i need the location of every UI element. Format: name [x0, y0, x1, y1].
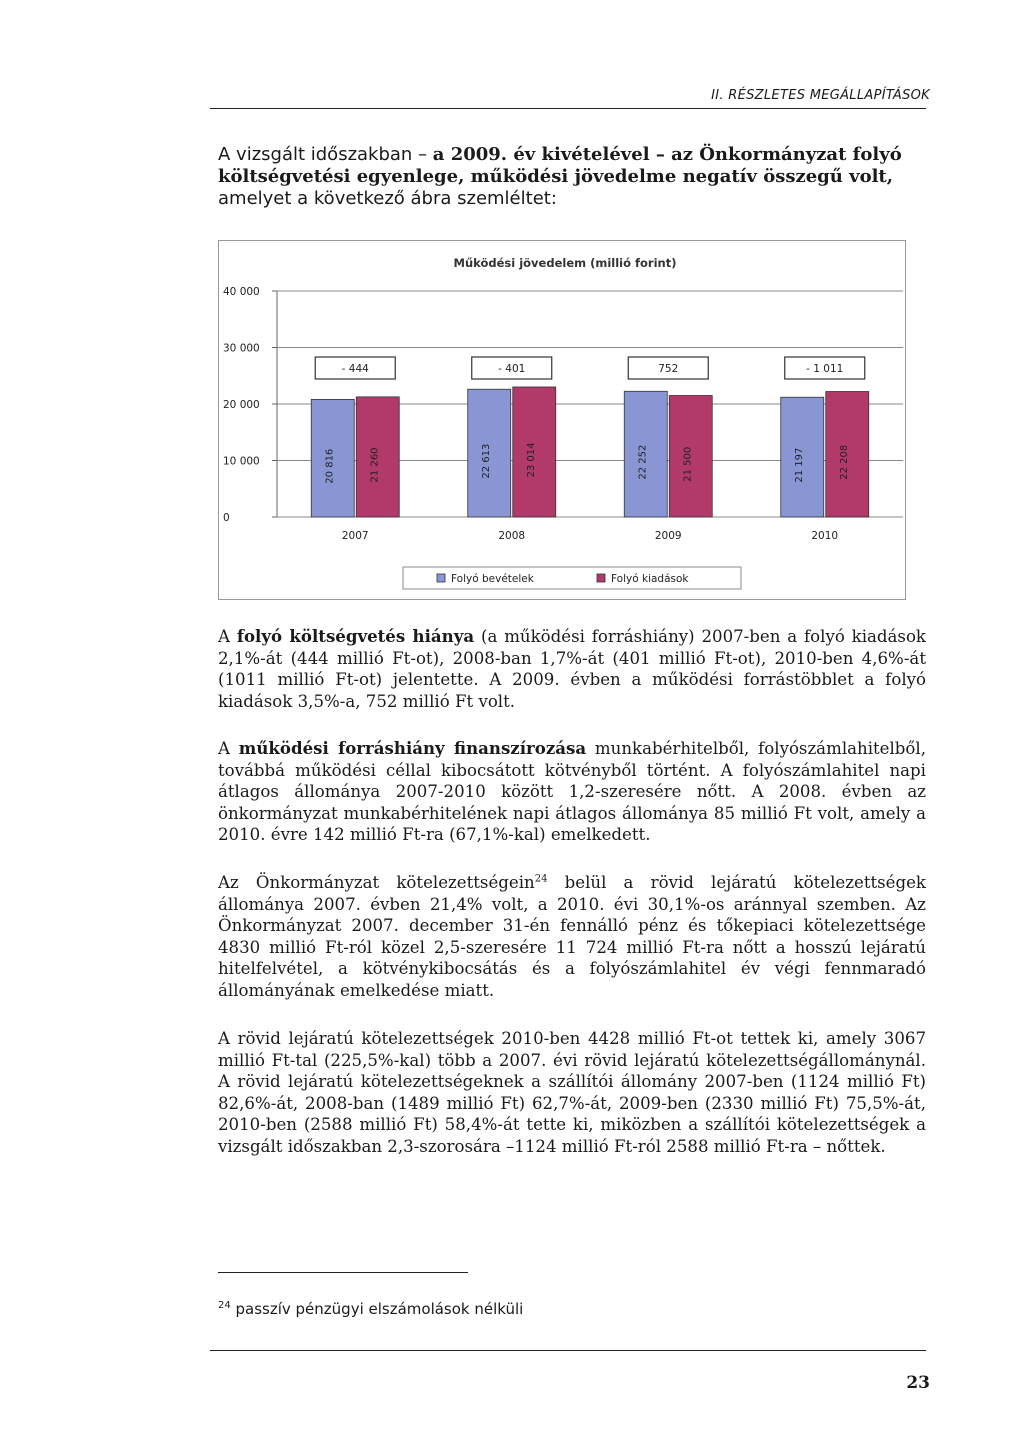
data-label: 21 500 [682, 446, 694, 482]
data-label: 21 197 [794, 447, 806, 483]
footer-rule [210, 1350, 926, 1351]
p2-lead: A [218, 739, 239, 758]
p2-bold: működési forráshiány finanszírozása [238, 738, 587, 758]
bar-chart [219, 241, 905, 599]
legend-label: Folyó bevételek [451, 573, 534, 585]
chart-title: Működési jövedelem (millió forint) [453, 256, 677, 270]
p2-text: munkabérhitelből, folyószámlahitelből, továbbá működési céllal kibocsátott kötvényből történt. A folyószámlahitel napi átlagos állománya 2007-2010 között 1,2-szeresére nőtt. A 2008. évben az önkormányzat munkabérhitelének napi átlagos állománya 85 millió Ft volt, amely a 2010. évre 142 millió Ft-ra (67,1%-kal) emelkedett. [218, 739, 926, 844]
footnote [218, 1300, 523, 1318]
paragraph-short-term [218, 1028, 926, 1157]
paragraph-deficit [218, 626, 926, 712]
y-tick-label: 40 000 [223, 286, 260, 298]
p3-text-b: belül a rövid lejáratú kötelezettségek állománya 2007. évben 21,4% volt, a 2010. évi 30,1%-os aránnyal szemben. Az Önkormányzat 2007. december 31-én fennálló pénz és tőkepiaci kötelezettsége 4830 millió Ft-ról közel 2,5-szeresére 11 724 millió Ft-ra nőtt a hosszú lejáratú hitelfelvétel, a kötvénykibocsátás és a folyószámlahitel év végi fennmaradó állományának emelkedése miatt. [218, 873, 926, 1000]
balance-label: - 444 [341, 363, 369, 375]
footnote-ref: 24 [534, 873, 548, 885]
p1-lead: A [218, 627, 237, 646]
page-number: 23 [906, 1373, 930, 1393]
running-header: II. RÉSZLETES MEGÁLLAPÍTÁSOK [711, 88, 930, 103]
paragraph-financing [218, 738, 926, 846]
data-label: 22 613 [481, 443, 493, 479]
legend-swatch [597, 574, 605, 582]
x-tick-label: 2009 [654, 530, 682, 542]
chart-container [218, 240, 906, 600]
y-tick-label: 30 000 [223, 342, 260, 355]
footnote-rule [218, 1272, 468, 1273]
data-label: 23 014 [526, 442, 538, 478]
p1-bold: folyó költségvetés hiánya [236, 626, 475, 646]
x-tick-label: 2007 [341, 530, 369, 542]
balance-label: - 401 [498, 363, 526, 375]
y-tick-label: 0 [223, 512, 230, 524]
x-tick-label: 2008 [498, 530, 526, 542]
p3-text-a: Az Önkormányzat kötelezettségein [218, 873, 535, 892]
footnote-text: passzív pénzügyi elszámolások nélküli [230, 1300, 524, 1318]
p1-text: (a működési forráshiány) 2007-ben a folyó kiadások 2,1%-át (444 millió Ft-ot), 2008-ban 1,7%-át (401 millió Ft-ot), 2010-ben 4,6%-át (1011 millió Ft-ot) jelentette. A 2009. évben a működési forrástöbblet a folyó kiadások 3,5%-a, 752 millió Ft volt. [218, 627, 926, 711]
x-tick-label: 2010 [811, 530, 839, 542]
y-tick-label: 10 000 [223, 455, 260, 468]
balance-label: 752 [658, 363, 679, 375]
footnote-number: 24 [218, 1300, 231, 1311]
y-tick-label: 20 000 [223, 399, 260, 411]
legend-swatch [437, 574, 445, 582]
p4-text: A rövid lejáratú kötelezettségek 2010-ben 4428 millió Ft-ot tettek ki, amely 3067 millió Ft-tal (225,5%-kal) több a 2007. évi rövid lejáratú kötelezettségállománynál. A rövid lejáratú kötelezettségeknek a szállítói állomány 2007-ben (1124 millió Ft) 82,6%-át, 2008-ban (1489 millió Ft) 62,7%-át, 2009-ben (2330 millió Ft) 75,5%-át, 2010-ben (2588 millió Ft) 58,4%-át tette ki, miközben a szállítói kötelezettségek a vizsgált időszakban 2,3-szorosára –1124 millió Ft-ról 2588 millió Ft-ra – nőttek. [218, 1029, 926, 1156]
header-rule [210, 108, 926, 109]
balance-label: - 1 011 [806, 363, 844, 375]
data-label: 20 816 [324, 448, 336, 484]
legend-label: Folyó kiadások [611, 573, 689, 585]
intro-paragraph [218, 144, 938, 210]
intro-bold: a 2009. év kivételével – az Önkormányzat folyó költségvetési egyenlege, működési jövedelme negatív összegű volt, [218, 144, 902, 187]
paragraph-liabilities [218, 872, 926, 1001]
data-label: 22 208 [839, 444, 851, 480]
data-label: 21 260 [369, 447, 381, 483]
intro-text-2: amelyet a következő ábra szemléltet: [218, 188, 557, 209]
data-label: 22 252 [637, 444, 649, 480]
intro-text-1: A vizsgált időszakban – [218, 144, 433, 165]
